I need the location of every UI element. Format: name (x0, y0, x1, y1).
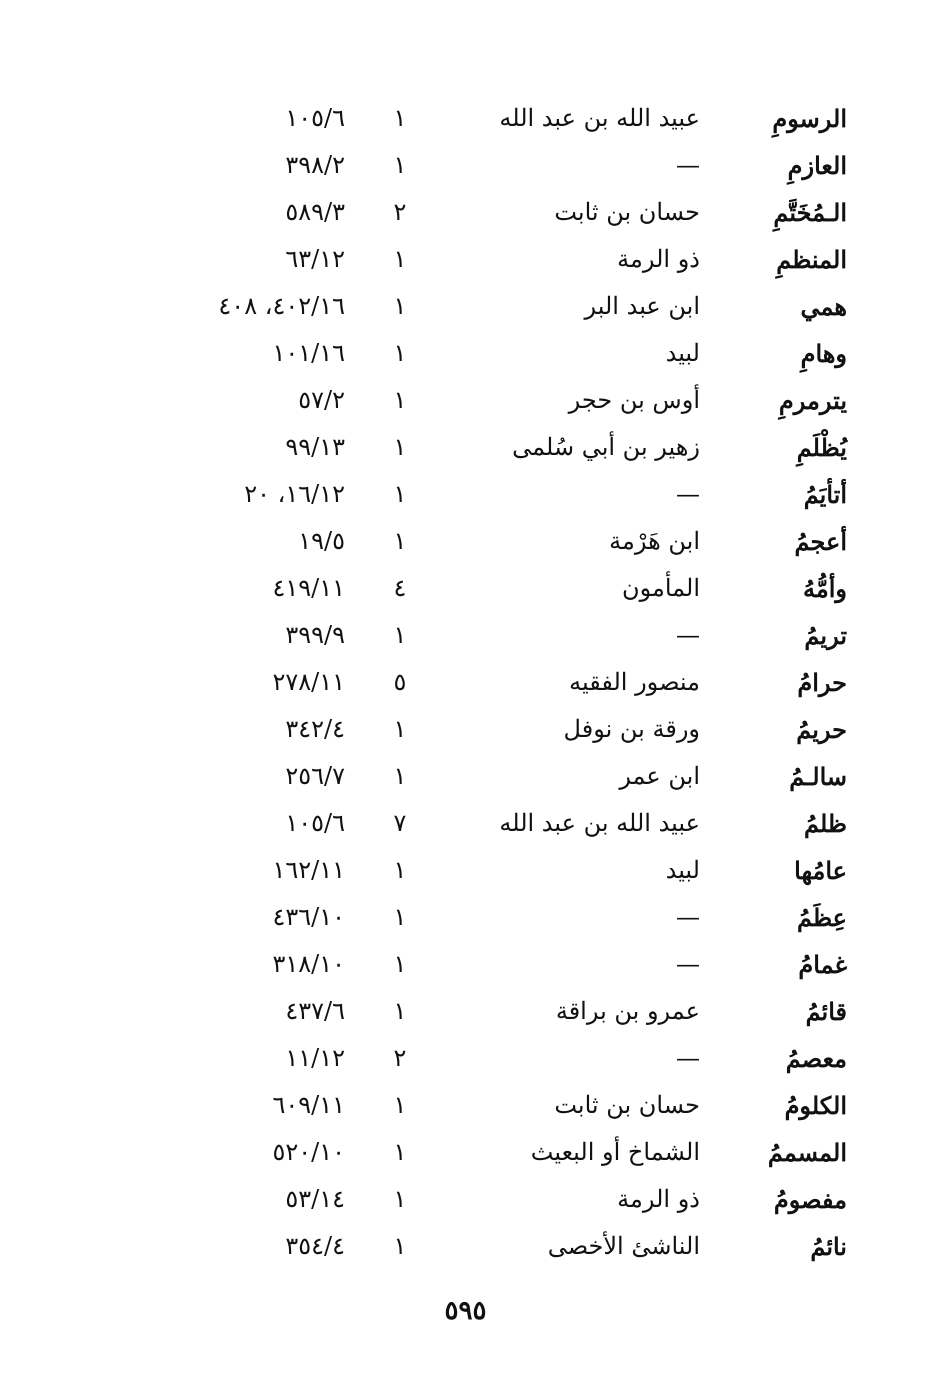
verse-count: ١ (393, 1138, 407, 1166)
volume-page-reference: ٢٧٨/١١ (272, 668, 345, 696)
table-row (190, 847, 855, 894)
rhyme-word: وهامِ (800, 339, 847, 368)
volume-page-reference: ٣٩٨/٢ (285, 151, 345, 179)
table-row (190, 706, 855, 753)
rhyme-word: قائمُ (805, 997, 847, 1026)
table-row (190, 894, 855, 941)
volume-page-reference: ١٦٢/١١ (272, 856, 345, 884)
poet-name: زهير بن أبي سُلمى (512, 433, 700, 461)
table-row (190, 1035, 855, 1082)
poet-name: ذو الرمة (617, 245, 700, 273)
verse-count: ١ (393, 339, 407, 367)
poet-name: — (676, 903, 700, 931)
table-row (190, 1129, 855, 1176)
volume-page-reference: ٥٨٩/٣ (285, 198, 345, 226)
rhyme-word: ظلمُ (803, 809, 847, 838)
volume-page-reference: ٤٠٢/١٦، ٤٠٨ (218, 292, 345, 320)
rhyme-word: مفصومُ (773, 1185, 847, 1214)
volume-page-reference: ٣٤٢/٤ (285, 715, 345, 743)
verse-count: ١ (393, 245, 407, 273)
verse-count: ١ (393, 856, 407, 884)
table-row (190, 330, 855, 377)
table-row (190, 1176, 855, 1223)
verse-count: ١ (393, 527, 407, 555)
poet-name: ورقة بن نوفل (563, 715, 700, 743)
rhyme-word: غمامُ (798, 950, 847, 979)
volume-page-reference: ١٠٥/٦ (285, 809, 345, 837)
rhyme-word: همي (800, 292, 847, 321)
table-row (190, 424, 855, 471)
verse-count: ١ (393, 480, 407, 508)
table-row (190, 612, 855, 659)
poet-name: عمرو بن براقة (555, 997, 700, 1025)
table-row (190, 659, 855, 706)
verse-count: ١ (393, 997, 407, 1025)
rhyme-word: عِظَمُ (797, 903, 847, 932)
verse-count: ١ (393, 104, 407, 132)
table-row (190, 565, 855, 612)
table-row (190, 189, 855, 236)
poet-name: — (676, 151, 700, 179)
poet-name: — (676, 1044, 700, 1072)
poet-name: ابن عبد البر (584, 292, 700, 320)
rhyme-word: الكلومُ (784, 1091, 847, 1120)
table-row (190, 142, 855, 189)
table-row (190, 941, 855, 988)
poet-name: ابن هَرْمة (609, 527, 700, 555)
rhyme-word: المسممُ (767, 1138, 847, 1167)
table-row (190, 377, 855, 424)
volume-page-reference: ٥٣/١٤ (285, 1185, 345, 1213)
poet-name: عبيد الله بن عبد الله (499, 104, 700, 132)
verse-count: ١ (393, 433, 407, 461)
rhyme-word: يترمرمِ (778, 386, 847, 415)
verse-count: ١ (393, 950, 407, 978)
verse-count: ٢ (393, 198, 407, 226)
volume-page-reference: ٩٩/١٣ (285, 433, 345, 461)
volume-page-reference: ٣٩٩/٩ (285, 621, 345, 649)
rhyme-word: الرسومِ (772, 104, 847, 133)
poet-name: — (676, 621, 700, 649)
rhyme-word: وأمُّهُ (803, 574, 847, 603)
table-row (190, 471, 855, 518)
poet-name: — (676, 480, 700, 508)
table-row (190, 1082, 855, 1129)
verse-count: ١ (393, 1185, 407, 1213)
verse-count: ٥ (393, 668, 407, 696)
volume-page-reference: ١٩/٥ (298, 527, 345, 555)
rhyme-word: حريمُ (796, 715, 847, 744)
verse-count: ١ (393, 715, 407, 743)
poet-name: منصور الفقيه (569, 668, 700, 696)
table-row (190, 1223, 855, 1270)
poet-name: المأمون (621, 574, 700, 602)
volume-page-reference: ١٠٥/٦ (285, 104, 345, 132)
poet-name: لبيد (665, 856, 700, 884)
rhyme-word: عامُها (794, 856, 847, 885)
poet-name: — (676, 950, 700, 978)
volume-page-reference: ٤١٩/١١ (272, 574, 345, 602)
rhyme-word: العازمِ (787, 151, 847, 180)
rhyme-word: حرامُ (797, 668, 847, 697)
table-row (190, 800, 855, 847)
volume-page-reference: ٤٣٧/٦ (285, 997, 345, 1025)
volume-page-reference: ١٠١/١٦ (272, 339, 345, 367)
volume-page-reference: ٣١٨/١٠ (272, 950, 345, 978)
volume-page-reference: ٥٢٠/١٠ (272, 1138, 345, 1166)
verse-count: ١ (393, 386, 407, 414)
table-row (190, 988, 855, 1035)
poet-name: الشماخ أو البعيث (530, 1138, 700, 1166)
verse-count: ١ (393, 1091, 407, 1119)
rhyme-index-table (190, 95, 855, 1270)
rhyme-word: نائمُ (810, 1232, 847, 1261)
poet-name: ابن عمر (619, 762, 700, 790)
poet-name: ذو الرمة (617, 1185, 700, 1213)
rhyme-word: أتأيَمُ (803, 480, 847, 509)
rhyme-word: تريمُ (804, 621, 847, 650)
verse-count: ٢ (393, 1044, 407, 1072)
poet-name: الناشئ الأخصى (547, 1232, 700, 1260)
verse-count: ٧ (393, 809, 407, 837)
table-row (190, 236, 855, 283)
rhyme-word: أعجمُ (794, 527, 847, 556)
page-number: ٥٩٥ (444, 1296, 487, 1326)
volume-page-reference: ٦٣/١٢ (285, 245, 345, 273)
volume-page-reference: ٥٧/٢ (298, 386, 345, 414)
verse-count: ١ (393, 762, 407, 790)
table-row (190, 518, 855, 565)
verse-count: ١ (393, 903, 407, 931)
rhyme-word: يُظْلَمِ (796, 433, 847, 462)
table-row (190, 95, 855, 142)
rhyme-word: الـمُخَتَّمِ (773, 198, 847, 227)
verse-count: ١ (393, 1232, 407, 1260)
poet-name: لبيد (665, 339, 700, 367)
poet-name: عبيد الله بن عبد الله (499, 809, 700, 837)
volume-page-reference: ٤٣٦/١٠ (272, 903, 345, 931)
table-row (190, 283, 855, 330)
table-row (190, 753, 855, 800)
verse-count: ١ (393, 621, 407, 649)
verse-count: ١ (393, 292, 407, 320)
rhyme-word: معصمُ (785, 1044, 847, 1073)
volume-page-reference: ٢٥٦/٧ (285, 762, 345, 790)
poet-name: أوس بن حجر (568, 386, 700, 414)
poet-name: حسان بن ثابت (554, 198, 700, 226)
rhyme-word: سالـمُ (789, 762, 847, 791)
verse-count: ١ (393, 151, 407, 179)
poet-name: حسان بن ثابت (554, 1091, 700, 1119)
volume-page-reference: ١١/١٢ (285, 1044, 345, 1072)
volume-page-reference: ٦٠٩/١١ (272, 1091, 345, 1119)
verse-count: ٤ (393, 574, 407, 602)
volume-page-reference: ٣٥٤/٤ (285, 1232, 345, 1260)
rhyme-word: المنظمِ (776, 245, 847, 274)
volume-page-reference: ١٦/١٢، ٢٠ (244, 480, 345, 508)
